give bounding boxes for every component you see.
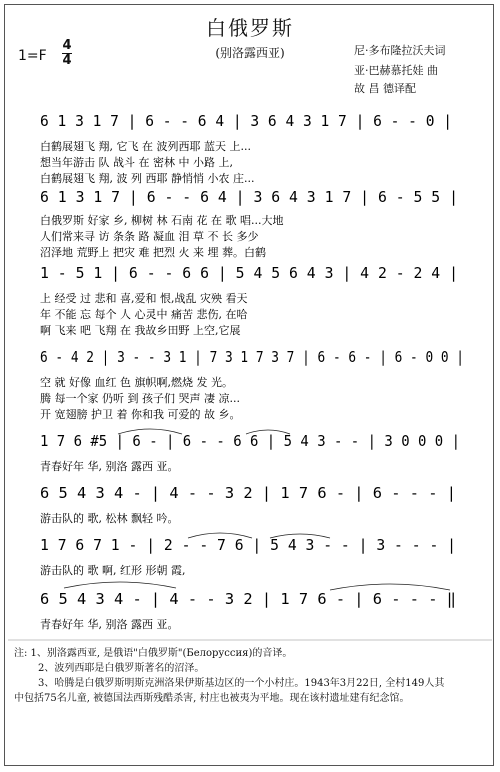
footnote-line: 中包括75名儿童, 被德国法西斯残酷杀害, 村庄也被夷为平地。现在该村遗址建有纪念馆。	[14, 693, 410, 704]
footnote-line: 注: 1、别洛露西亚, 是俄语"白俄罗斯"(Белоруссия)的音译。	[14, 648, 293, 659]
lyric-line: 白俄罗斯 好家 乡, 柳树 林 石南 花 在 歌 唱...大地	[40, 214, 284, 227]
notation-line: 6 5 4 3 4 - | 4 - - 3 2 | 1 7 6 - | 6 - - - ‖	[40, 590, 456, 608]
song-subtitle: (别洛露西亚)	[215, 46, 285, 60]
lyric-line: 年 不能 忘 每个 人 心灵中 痛苦 悲伤, 在哈	[40, 308, 248, 321]
translator-credit: 故 昌 德译配	[354, 82, 416, 95]
song-title: 白俄罗斯	[206, 16, 294, 40]
score-system	[40, 348, 464, 421]
composer-credit: 亚·巴赫慕托娃 曲	[354, 64, 438, 77]
score-system	[40, 536, 456, 577]
notation-line: 1 - 5 1 | 6 - - 6 6 | 5 4 5 6 4 3 | 4 2 - 2 4 |	[40, 264, 458, 282]
lyric-line: 白鹤展翅飞 翔, 波 列 西耶 静悄悄 小农 庄...	[40, 172, 255, 185]
lyric-line: 腾 每一个家 仍听 到 孩子们 哭声 凄 凉...	[40, 392, 240, 405]
lyric-line: 游击队的 歌, 松林 飘轻 吟。	[40, 512, 179, 525]
score-system	[40, 590, 456, 631]
lyricist-credit: 尼·多布隆拉沃夫词	[354, 44, 446, 57]
score-system	[40, 432, 460, 473]
lyric-line: 啊 飞来 吧 飞翔 在 我故乡田野 上空,它展	[40, 324, 241, 337]
lyric-line: 白鹤展翅飞 翔, 它飞 在 波列西耶 蓝天 上...	[40, 140, 251, 153]
lyric-line: 青春好年 华, 别洛 露西 亚。	[40, 460, 179, 473]
notation-line: 6 5 4 3 4 - | 4 - - 3 2 | 1 7 6 - | 6 - - - |	[40, 484, 456, 502]
score-system	[40, 264, 458, 337]
lyric-line: 沼泽地 荒野上 把灾 难 把烈 火 来 埋 葬。白鹤	[40, 246, 266, 259]
lyric-line: 青春好年 华, 别洛 露西 亚。	[40, 618, 179, 631]
lyric-line: 人们常来寻 访 条条 路 凝血 泪 草 不 长 多少	[40, 230, 259, 243]
key-signature: 1=F	[18, 48, 47, 64]
lyric-line: 游击队的 歌 啊, 红形 形朝 霞,	[40, 564, 186, 577]
meter-bottom: 4	[62, 53, 72, 68]
notation-line: 6 1 3 1 7 | 6 - - 6 4 | 3 6 4 3 1 7 | 6 - - 0 |	[40, 112, 452, 130]
lyric-line: 开 宽翅膀 护卫 着 你和我 可爱的 故 乡。	[40, 408, 241, 421]
score-system	[40, 112, 452, 185]
score-system	[40, 188, 458, 259]
notation-line: 1 7 6 7 1 - | 2 - - 7 6 | 5 4 3 - - | 3 - - - |	[40, 536, 456, 554]
lyric-line: 空 就 好像 血红 色 旗帜啊,燃烧 发 光。	[40, 376, 233, 389]
lyric-line: 上 经受 过 悲和 喜,爱和 恨,战乱 灾殃 看天	[40, 292, 248, 305]
notation-line: 6 - 4 2 | 3 - - 3 1 | 7 3 1 7 3 7 | 6 - 6 - | 6 - 0 0 |	[40, 348, 464, 366]
footnote-line: 2、波列西耶是白俄罗斯著名的沼泽。	[38, 663, 205, 674]
score-system	[40, 484, 456, 525]
meter-top: 4	[62, 38, 72, 53]
lyric-line: 想当年游击 队 战斗 在 密林 中 小路 上,	[40, 156, 233, 169]
notation-line: 6 1 3 1 7 | 6 - - 6 4 | 3 6 4 3 1 7 | 6 - 5 5 |	[40, 188, 458, 206]
footnote-line: 3、哈腾是白俄罗斯明斯克洲洛果伊斯基边区的一个小村庄。1943年3月22日, 全村149人其	[38, 678, 445, 689]
notation-line: 1 7 6 #5 | 6 - | 6 - - 6 6 | 5 4 3 - - | 3 0 0 0 |	[40, 432, 460, 450]
footnotes	[14, 646, 488, 706]
